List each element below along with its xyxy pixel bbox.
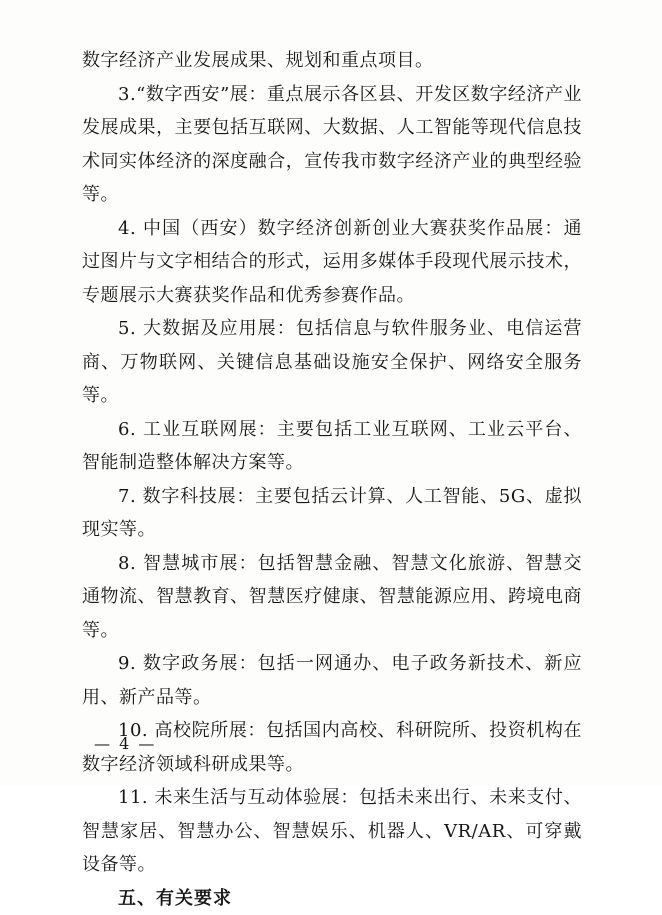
paragraph-item-5: 5. 大数据及应用展：包括信息与软件服务业、电信运营商、万物联网、关键信息基础设施安全保护、网络安全服务等。 [82,318,582,406]
paragraph-item-8: 8. 智慧城市展：包括智慧金融、智慧文化旅游、智慧交通物流、智慧教育、智慧医疗健康、智慧能源应用、跨境电商等。 [82,552,582,641]
paragraph-item-7: 7. 数字科技展：主要包括云计算、人工智能、5G、虚拟现实等。 [82,485,582,540]
paragraph-item-6: 6. 工业互联网展：主要包括工业互联网、工业云平台、智能制造整体解决方案等。 [82,418,582,473]
section-heading: 五、有关要求 [118,887,232,909]
paragraph-item-10: 10. 高校院所展：包括国内高校、科研院所、投资机构在数字经济领域科研成果等。 [82,720,582,775]
paragraph-item-11: 11. 未来生活与互动体验展：包括未来出行、未来支付、智慧家居、智慧办公、智慧娱乐、机器人、VR/AR、可穿戴设备等。 [82,787,582,875]
paragraph-item-3: 3.“数字西安”展：重点展示各区县、开发区数字经济产业发展成果，主要包括互联网、大数据、人工智能等现代信息技术同实体经济的深度融合，宣传我市数字经济产业的典型经验等。 [82,83,582,205]
paragraph-item-4: 4. 中国（西安）数字经济创新创业大赛获奖作品展：通过图片与文字相结合的形式，运用多媒体手段现代展示技术，专题展示大赛获奖作品和优秀参赛作品。 [82,217,582,306]
page-number: — 4 — [94,734,157,753]
paragraph-item-9: 9. 数字政务展：包括一网通办、电子政务新技术、新应用、新产品等。 [82,653,582,708]
paragraph-continuation: 数字经济产业发展成果、规划和重点项目。 [82,50,434,71]
document-body [82,44,582,915]
